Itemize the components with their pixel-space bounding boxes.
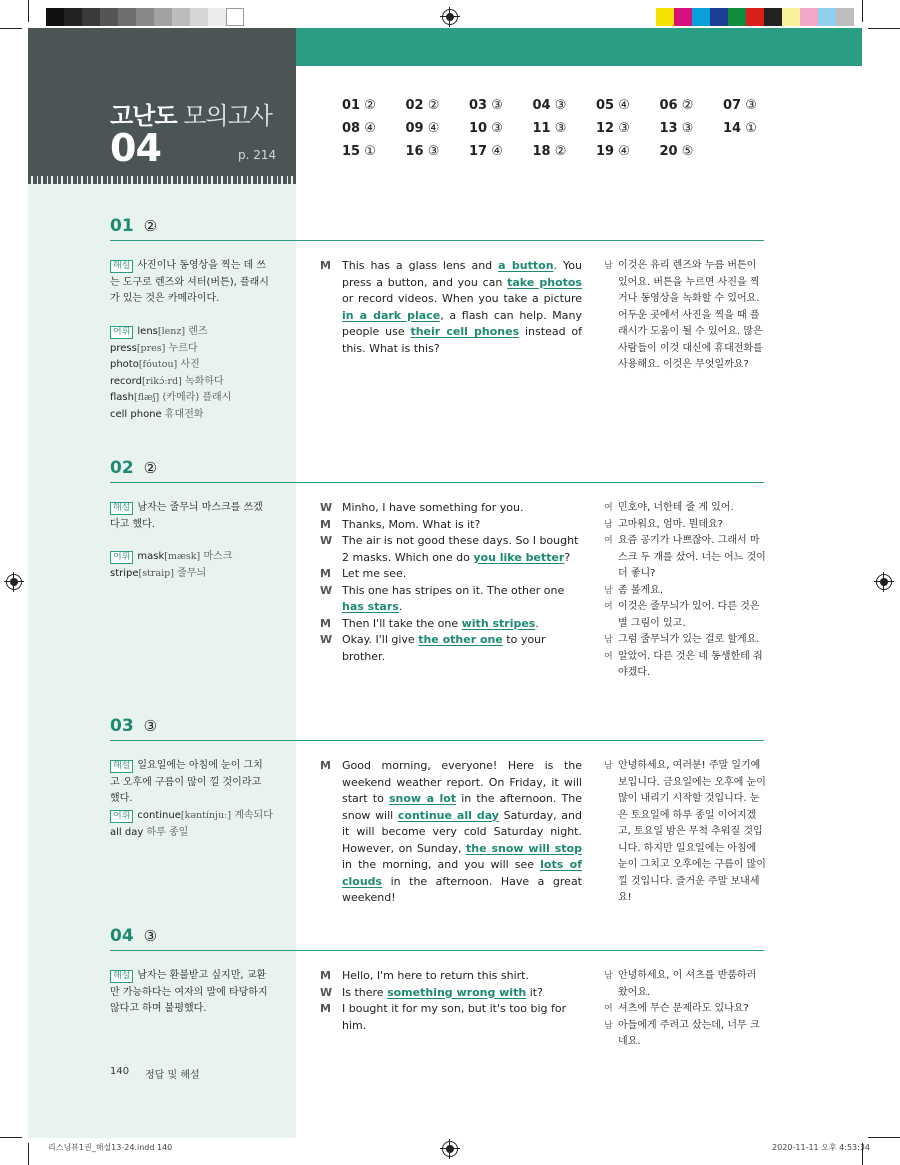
speaker-label: 남 [604, 1020, 613, 1031]
vocab-phonetic: [fóutou] [138, 359, 178, 370]
question-heading-04: 04 ③ [110, 926, 158, 946]
vocab-tag: 어휘 [110, 326, 133, 339]
answer-number: 16 [405, 144, 424, 159]
translation-text: 고마워요, 엄마. 뭔데요? [618, 518, 723, 530]
answer-blank: has stars [342, 600, 399, 613]
translation-text: 이것은 줄무늬가 있어. 다른 것은 별 그림이 있고. [618, 601, 760, 629]
speaker-label: M [320, 969, 331, 982]
answer-item [342, 98, 376, 113]
answer-item [596, 144, 630, 159]
answer-number: 11 [532, 121, 551, 136]
translation-line [604, 517, 766, 534]
answer-item [596, 121, 630, 136]
speaker-label: M [320, 567, 331, 580]
translation-01: 남 이것은 유리 렌즈와 누름 버튼이 있어요. 버튼을 누르면 사진을 찍거나 동영상을 녹화할 수 있어요. 어두운 곳에서 사진을 찍을 때 플래시가 도움이 될 수 있어요. 많은 사람들이 이것 대신에 휴대전화를 사용해요. 이것은 무엇일까요? [604, 260, 763, 370]
script-text: Okay. I'll give [342, 633, 419, 646]
answer-choice: ③ [681, 121, 694, 136]
translation-text: 셔츠에 무슨 문제라도 있나요? [618, 1003, 749, 1014]
translation-line [604, 599, 766, 632]
answer-choice: ① [364, 144, 376, 159]
speaker-label: M [320, 616, 331, 630]
script-text: Thanks, Mom. What is it? [342, 517, 481, 531]
answer-choice: ③ [491, 121, 503, 136]
script-line [320, 1001, 582, 1034]
vocab-tag: 어휘 [110, 551, 133, 564]
speaker-label: W [320, 985, 333, 999]
answer-choice: ⑤ [681, 144, 694, 159]
script-text: to your brother. [342, 633, 546, 663]
vocab-01 [110, 324, 290, 423]
script-text: Let me see. [342, 567, 407, 580]
vocab-word: photo [110, 359, 139, 370]
script-line [320, 968, 582, 985]
vocab-02 [110, 549, 290, 582]
answer-number: 12 [596, 121, 615, 136]
translation-line [604, 1018, 766, 1051]
vocab-meaning: 녹화하다 [185, 375, 224, 387]
question-divider [110, 240, 764, 241]
header-accent-bar [296, 28, 862, 66]
script-line [320, 517, 582, 534]
answer-item [533, 98, 567, 113]
translation-line [604, 968, 766, 1001]
answer-number: 09 [405, 121, 424, 136]
vocab-word: stripe [110, 567, 139, 579]
question-heading-01: 01 ② [110, 216, 158, 236]
crop-mark [862, 0, 863, 22]
script-text: Minho, I have something for you. [342, 501, 524, 514]
vocab-tag: 어휘 [110, 810, 133, 823]
section-number: 04 [110, 126, 161, 170]
script-text: . [398, 600, 403, 613]
answer-number: 05 [596, 98, 615, 113]
translation-text: 알았어. 다른 것은 네 동생한테 줘야겠다. [618, 650, 763, 678]
vocab-word: press [110, 342, 137, 354]
header-rough-edge [28, 176, 296, 184]
script-text: Is there [342, 985, 388, 999]
answer-choice: ① [745, 121, 757, 136]
vocab-word: cell phone [110, 408, 162, 420]
answer-blank: you like better [473, 550, 565, 564]
speaker-label: 여 [604, 1004, 613, 1014]
vocab-meaning: 마스크 [203, 551, 233, 562]
answer-number: 02 [405, 98, 424, 113]
translation-line [604, 632, 766, 649]
explanation-tag: 해설 [110, 502, 133, 515]
page-reference: p. 214 [238, 148, 277, 162]
vocab-phonetic: [lenz] [157, 326, 186, 337]
vocab-word: lens [137, 326, 158, 337]
script-text: it? [526, 985, 543, 999]
explanation-tag: 해설 [110, 970, 133, 983]
script-line [320, 533, 582, 566]
crop-mark [0, 1137, 22, 1138]
vocab-phonetic: [kəntínjuː] [180, 810, 232, 821]
script-text: Hello, I'm here to return this shirt. [342, 969, 529, 982]
vocab-meaning: 하루 종일 [146, 826, 189, 838]
speaker-label: 여 [604, 602, 613, 612]
answer-item [596, 98, 630, 113]
speaker-label: 남 [604, 585, 613, 596]
date-slug: 2020-11-11 오후 4:53:34 [772, 1143, 870, 1152]
answer-number: 03 [469, 98, 488, 113]
translation-line [604, 533, 766, 583]
vocab-meaning: 사진 [180, 359, 200, 370]
vocab-phonetic: [mæsk] [164, 551, 201, 562]
answer-choice: ④ [427, 121, 440, 136]
vocab-word: continue [137, 810, 181, 821]
question-heading-03: 03 ③ [110, 716, 158, 736]
script-text: I bought it for my son, but it's too big for him. [342, 1002, 567, 1032]
answer-item [723, 121, 757, 136]
file-slug: 리스닝뷰1권_해설13-24.indd 140 [48, 1143, 173, 1152]
answer-choice: ② [681, 98, 694, 113]
script-text: ? [564, 550, 571, 564]
vocab-word: record [110, 375, 142, 387]
script-04 [320, 968, 582, 1034]
answer-number: 14 [723, 121, 742, 136]
explanation-03: 해설 일요일에는 아침에 눈이 그치고 오후에 구름이 많이 낄 것이라고 했다. [110, 760, 263, 804]
translation-text: 민호야, 너한테 줄 게 있어. [618, 502, 734, 513]
page-number: 140 [110, 1066, 130, 1077]
crop-mark [868, 1137, 900, 1138]
answer-item [342, 121, 376, 136]
answer-item [660, 98, 694, 113]
translation-text: 그럼 줄무늬가 있는 걸로 할게요. [618, 634, 760, 645]
speaker-label: 남 [604, 635, 613, 645]
vocab-meaning: 줄무늬 [177, 567, 207, 579]
answer-number: 07 [723, 98, 742, 113]
answer-number: 17 [469, 144, 488, 159]
script-text: Then I'll take the one [342, 616, 462, 630]
vocab-word: flash [110, 392, 134, 403]
script-line [320, 632, 582, 665]
translation-line [604, 649, 766, 682]
crop-mark [0, 28, 22, 29]
vocab-phonetic: [rikɔ́ːrd] [141, 375, 182, 387]
vocab-phonetic: [pres] [136, 342, 166, 354]
answer-number: 10 [469, 121, 488, 136]
script-line [320, 500, 582, 517]
answer-choice: ③ [554, 98, 567, 113]
answer-choice: ④ [491, 144, 503, 159]
question-divider [110, 740, 764, 741]
translation-03: 남 안녕하세요, 여러분! 주말 일기예보입니다. 금요일에는 오후에 눈이 많이 내리기 시작할 것입니다. 눈은 토요일에 하루 종일 이어지겠고, 토요일 밤은 무척 추워질 것입니다. 하지만 일요일에는 아침에 눈이 그치고 오후에는 구름이 많이 낄 것입니다. 즐거운 주말 보내세요! [604, 760, 766, 903]
speaker-label: W [320, 583, 333, 597]
answer-choice: ③ [491, 98, 503, 113]
speaker-label: 남 [604, 971, 613, 981]
answer-item [660, 121, 694, 136]
answer-item [469, 98, 503, 113]
crop-mark [28, 1143, 29, 1165]
script-02 [320, 500, 582, 665]
vocab-phonetic: [straip] [138, 567, 174, 579]
speaker-label: W [320, 534, 333, 547]
vocab-meaning: 누르다 [168, 342, 198, 354]
translation-text: 좀 볼게요. [618, 584, 663, 596]
crop-mark [28, 0, 29, 22]
answer-choice: ④ [618, 98, 630, 113]
translation-text: 안녕하세요, 이 셔츠를 반품하러 왔어요. [618, 970, 757, 998]
script-line [320, 566, 582, 583]
translation-line [604, 1001, 766, 1018]
answer-choice: ④ [618, 144, 630, 159]
translation-text: 아들에게 주려고 샀는데, 너무 크네요. [618, 1019, 760, 1047]
script-text: The air is not good these days. So I bought 2 masks. Which one do [342, 534, 579, 564]
crop-mark [868, 28, 900, 29]
vocab-phonetic: [flæʃ] [133, 392, 160, 403]
vocab-meaning: 계속되다 [234, 810, 273, 821]
answer-item [469, 121, 503, 136]
answer-item [406, 144, 440, 159]
script-03: M Good morning, everyone! Here is the weekend weather report. On Friday, it will start to snow a lot in the afternoon. The snow will continue all day Saturday, and it will become very cold Saturday night. However, on Sunday, the snow will stop in the morning, and you will see lots of clouds in the afternoon. Have a great weekend! [320, 759, 582, 904]
script-line [320, 583, 582, 616]
vocab-meaning: 휴대전화 [164, 408, 204, 420]
question-heading-02: 02 ② [110, 458, 158, 478]
speaker-label: 여 [604, 651, 613, 662]
answer-choice: ② [364, 98, 376, 113]
section-title: 고난도 모의고사 [110, 102, 272, 130]
answer-number: 13 [659, 121, 678, 136]
explanation-04: 해설 남자는 환불받고 싶지만, 교환만 가능하다는 여자의 말에 타당하지 않다고 하며 불평했다. [110, 970, 268, 1014]
footer-label: 정답 및 해설 [145, 1070, 200, 1081]
vocab-meaning: 렌즈 [188, 326, 208, 337]
answer-item [533, 121, 567, 136]
registration-mark-right [876, 574, 892, 590]
answer-number: 15 [342, 144, 361, 159]
speaker-label: W [320, 501, 333, 514]
vocab-word: all day [110, 826, 144, 838]
answer-item [533, 144, 567, 159]
answer-choice: ② [554, 144, 567, 159]
speaker-label: 여 [604, 503, 613, 513]
answer-blank: with stripes [461, 616, 536, 630]
script-line [320, 985, 582, 1002]
answer-item [469, 144, 503, 159]
registration-mark-top [442, 9, 458, 25]
answer-number: 19 [596, 144, 615, 159]
speaker-label: 남 [604, 519, 613, 530]
script-text: This one has stripes on it. The other one [342, 583, 565, 597]
answer-number: 18 [532, 144, 551, 159]
explanation-tag: 해설 [110, 760, 133, 773]
answer-item [723, 98, 757, 113]
answer-item [406, 98, 440, 113]
speaker-label: 여 [604, 536, 613, 546]
explanation-01: 해설 사진이나 동영상을 찍는 데 쓰는 도구로 렌즈와 셔터(버튼), 플래시가 있는 것은 카메라이다. [110, 260, 269, 304]
translation-04 [604, 968, 766, 1051]
translation-text: 요즘 공기가 나쁘잖아. 그래서 마스크 두 개를 샀어. 너는 어느 것이 더 좋니? [618, 535, 766, 579]
answer-choice: ④ [364, 121, 376, 136]
speaker-label: M [320, 517, 331, 531]
question-divider [110, 950, 764, 951]
translation-02 [604, 500, 766, 682]
answer-item [660, 144, 694, 159]
answer-blank: the other one [418, 633, 503, 646]
vocab-03 [110, 808, 290, 841]
translation-line [604, 500, 766, 517]
answer-choice: ② [427, 98, 440, 113]
answer-item [342, 144, 376, 159]
vocab-meaning: (카메라) 플래시 [162, 392, 232, 403]
speaker-label: M [320, 1002, 331, 1015]
script-01: M This has a glass lens and a button. You press a button, and you can take photos or record videos. When you take a picture in a dark place, a flash can help. Many people use their cell phones instead of this. What is this? [320, 259, 582, 355]
script-line [320, 616, 582, 633]
answer-choice: ③ [554, 121, 567, 136]
answer-number: 01 [342, 98, 361, 113]
explanation-02: 해설 남자는 줄무늬 마스크를 쓰겠다고 했다. [110, 502, 263, 530]
answer-number: 20 [659, 144, 678, 159]
registration-mark-bottom [442, 1141, 458, 1157]
answer-blank: something wrong with [387, 985, 527, 999]
answer-choice: ③ [427, 144, 440, 159]
answer-choice: ③ [745, 98, 757, 113]
answer-number: 08 [342, 121, 361, 136]
script-text: . [535, 616, 539, 630]
translation-line [604, 583, 766, 600]
question-divider [110, 482, 764, 483]
answer-number: 06 [659, 98, 678, 113]
answer-number: 04 [532, 98, 551, 113]
explanation-tag: 해설 [110, 260, 133, 273]
registration-mark-left [6, 574, 22, 590]
answer-choice: ③ [618, 121, 630, 136]
speaker-label: W [320, 633, 333, 646]
answer-item [406, 121, 440, 136]
vocab-word: mask [137, 551, 165, 562]
